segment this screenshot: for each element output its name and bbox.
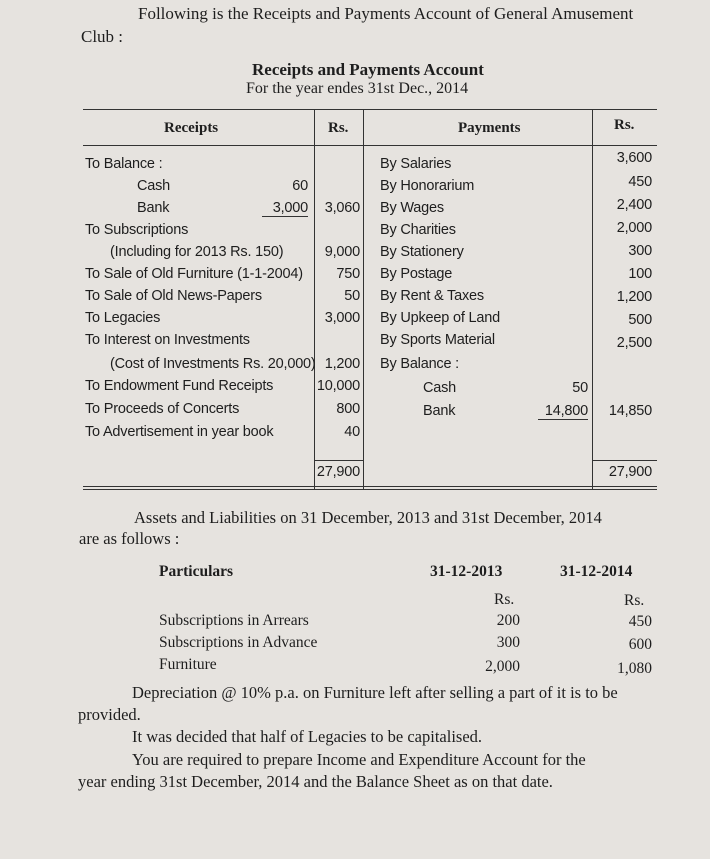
- requirement-line-1: You are required to prepare Income and Expenditure Account for the: [132, 750, 586, 769]
- rs-header-1: Rs.: [328, 120, 349, 136]
- assets-col-2014-header: 31-12-2014: [560, 563, 633, 580]
- receipt-amount: 1,200: [324, 356, 360, 372]
- payment-label: By Wages: [380, 200, 444, 216]
- payment-label: By Postage: [380, 266, 453, 282]
- payment-amount: 2,500: [616, 335, 652, 351]
- depreciation-note-line-2: provided.: [78, 705, 141, 724]
- assets-row-2013: 300: [496, 634, 520, 651]
- receipt-amount: 3,000: [324, 310, 360, 326]
- receipt-label: To Legacies: [85, 310, 161, 326]
- table-divider-1: [314, 109, 315, 489]
- payment-amount: 14,850: [608, 403, 652, 419]
- payment-amount: 2,000: [616, 220, 652, 236]
- payment-label: By Salaries: [380, 156, 452, 172]
- payment-amount: 3,600: [616, 150, 652, 166]
- payment-label: By Sports Material: [380, 332, 495, 348]
- assets-row-2013: 200: [496, 612, 520, 629]
- assets-particulars-header: Particulars: [159, 563, 234, 580]
- payment-label: Bank: [423, 403, 456, 419]
- table-header-rule: [83, 145, 657, 146]
- receipt-label: To Interest on Investments: [85, 332, 250, 348]
- receipt-amount: 800: [336, 401, 360, 417]
- assets-row-2014: 1,080: [617, 660, 652, 677]
- payment-amount: 2,400: [616, 197, 652, 213]
- receipt-label: To Endowment Fund Receipts: [85, 378, 274, 394]
- payment-label: By Stationery: [380, 244, 464, 260]
- table-divider-3: [592, 109, 593, 489]
- assets-intro-line-2: are as follows :: [79, 529, 180, 548]
- table-bottom-rule-2: [83, 489, 657, 490]
- assets-row-label: Subscriptions in Arrears: [159, 612, 309, 629]
- assets-unit-2014: Rs.: [624, 592, 645, 609]
- receipt-label: Bank: [137, 200, 170, 216]
- rs-header-2: Rs.: [614, 117, 635, 133]
- receipts-header: Receipts: [164, 120, 219, 136]
- payment-label: Cash: [423, 380, 457, 396]
- legacies-note: It was decided that half of Legacies to be capitalised.: [132, 727, 483, 746]
- receipt-label: To Proceeds of Concerts: [85, 401, 240, 417]
- receipt-amount: 50: [344, 288, 360, 304]
- assets-row-2014: 450: [628, 613, 652, 630]
- receipt-amount: 3,060: [324, 200, 360, 216]
- assets-intro-line-1: Assets and Liabilities on 31 December, 2013 and 31st December, 2014: [134, 508, 602, 527]
- receipt-amount: 750: [336, 266, 360, 282]
- intro-line-1: Following is the Receipts and Payments Account of General Amusement: [138, 4, 634, 23]
- intro-line-2: Club :: [81, 27, 124, 46]
- receipts-total: 27,900: [316, 464, 360, 480]
- payment-label: By Balance :: [380, 356, 460, 372]
- requirement-line-2: year ending 31st December, 2014 and the Balance Sheet as on that date.: [78, 772, 553, 791]
- receipt-amount: 40: [344, 424, 360, 440]
- receipt-label: To Advertisement in year book: [85, 424, 274, 440]
- payment-amount: 1,200: [616, 289, 652, 305]
- payments-total: 27,900: [608, 464, 652, 480]
- receipt-label: To Subscriptions: [85, 222, 189, 238]
- payments-header: Payments: [458, 120, 521, 136]
- table-bottom-rule-1: [83, 486, 657, 487]
- payment-label: By Honorarium: [380, 178, 475, 194]
- assets-row-label: Subscriptions in Advance: [159, 634, 318, 651]
- receipt-amount: 10,000: [316, 378, 360, 394]
- payments-total-rule-top: [592, 460, 657, 461]
- assets-unit-2013: Rs.: [494, 591, 515, 608]
- assets-row-2013: 2,000: [485, 658, 520, 675]
- table-top-rule: [83, 109, 657, 110]
- depreciation-note-line-1: Depreciation @ 10% p.a. on Furniture left after selling a part of it is to be: [132, 683, 618, 702]
- payment-label: By Rent & Taxes: [380, 288, 484, 304]
- receipt-label: (Including for 2013 Rs. 150): [110, 244, 284, 260]
- receipt-amount: 9,000: [324, 244, 360, 260]
- receipt-sub-amount: 3,000: [262, 200, 308, 217]
- assets-row-label: Furniture: [159, 656, 217, 673]
- payment-amount: 300: [628, 243, 652, 259]
- receipt-label: (Cost of Investments Rs. 20,000): [110, 356, 316, 372]
- account-subtitle: For the year endes 31st Dec., 2014: [246, 80, 469, 97]
- receipt-label: Cash: [137, 178, 171, 194]
- receipt-label: To Balance :: [85, 156, 163, 172]
- account-title: Receipts and Payments Account: [252, 60, 484, 79]
- payment-amount: 450: [628, 174, 652, 190]
- payment-sub-amount: 50: [572, 380, 588, 396]
- payment-amount: 500: [628, 312, 652, 328]
- payment-label: By Charities: [380, 222, 456, 238]
- receipts-total-rule-top: [315, 460, 363, 461]
- payment-amount: 100: [628, 266, 652, 282]
- receipt-sub-amount: 60: [292, 178, 308, 194]
- receipt-label: To Sale of Old Furniture (1-1-2004): [85, 266, 303, 282]
- assets-row-2014: 600: [628, 636, 652, 653]
- receipt-label: To Sale of Old News-Papers: [85, 288, 262, 304]
- payment-sub-amount: 14,800: [538, 403, 588, 420]
- assets-col-2013-header: 31-12-2013: [430, 563, 503, 580]
- table-divider-2: [363, 109, 364, 489]
- payment-label: By Upkeep of Land: [380, 310, 500, 326]
